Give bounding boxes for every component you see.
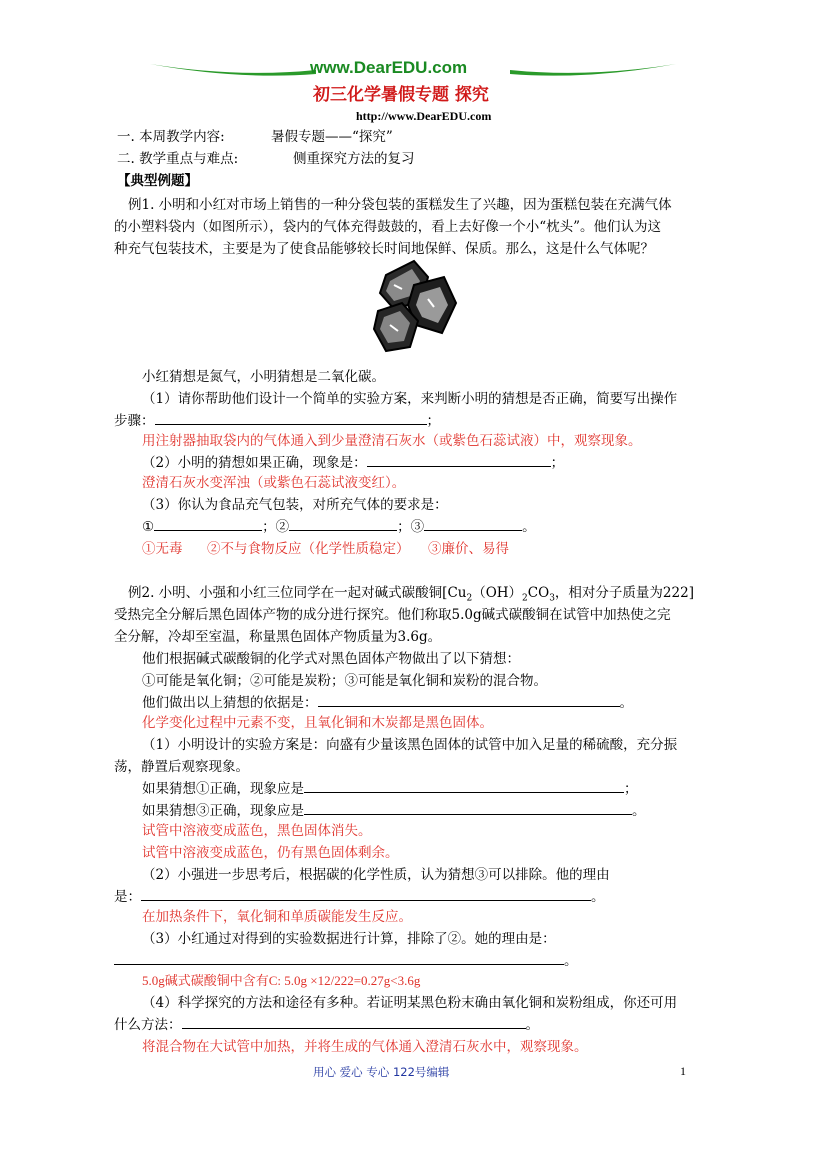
ex1-q2-answer-blank[interactable]: [367, 452, 551, 467]
ex1-q1-suffix: ；: [426, 413, 440, 429]
ex2-q1-case-3-suffix: 。: [632, 803, 646, 819]
site-logo: www.DearEDU.com: [310, 58, 468, 77]
ex1-guess: 小红猜想是氮气，小明猜想是二氧化碳。: [142, 369, 385, 385]
ex1-q2: [142, 452, 564, 474]
ex2-q3: （3）小红通过对得到的实验数据进行计算，排除了②。她的理由是：: [142, 931, 556, 947]
ex1-answer-1: 用注射器抽取袋内的气体通入到少量澄清石灰水（或紫色石蕊试液）中，观察现象。: [142, 433, 642, 449]
ex1-q3-blank-1[interactable]: [154, 516, 262, 531]
ex2-q4-answer: 将混合物在大试管中加热，并将生成的气体通入澄清石灰水中，观察现象。: [142, 1039, 588, 1055]
ex2-q4-line-1: （4）科学探究的方法和途径有多种。若证明某黑色粉末确由氧化铜和炭粉组成，你还可用: [142, 995, 678, 1011]
ex2-q2-line-2: [114, 886, 605, 908]
ex2-q2-prefix: 是：: [114, 889, 141, 905]
ex1-answer-2: 澄清石灰水变浑浊（或紫色石蕊试液变红）。: [142, 475, 406, 491]
ex2-guess-list: ①可能是氧化铜；②可能是炭粉；③可能是氧化铜和炭粉的混合物。: [142, 673, 547, 689]
ex2-q2-answer: 在加热条件下，氧化铜和单质碳能发生反应。: [142, 909, 412, 925]
ex1-q3-blanks: [142, 516, 536, 538]
ex2-q1-case-1-prefix: 如果猜想①正确，现象应是: [142, 781, 304, 797]
ex2-paragraph-line-3: 全分解，冷却至室温，称量黑色固体产物质量为3.6g。: [114, 629, 442, 645]
ex1-q3-suffix: 。: [522, 519, 536, 535]
ex2-p1-part-c: CO: [527, 585, 550, 601]
ex2-q1-case-3-blank[interactable]: [304, 800, 632, 815]
footer-slogan: 用心 爱心 专心 122号编辑: [313, 1065, 450, 1079]
ex1-q3-blank-2[interactable]: [289, 516, 397, 531]
ex1-q3-blank-3[interactable]: [424, 516, 522, 531]
ex2-q1-answer-2: 试管中溶液变成蓝色，仍有黑色固体剩余。: [142, 845, 399, 861]
page-title: 初三化学暑假专题 探究: [313, 85, 489, 105]
ex2-p1-sub-2b: 2: [522, 593, 528, 604]
ex1-q3: （3）你认为食品充气包装，对所充气体的要求是：: [142, 497, 448, 513]
ex1-answer-3-part-1: ①无毒: [142, 541, 183, 557]
ex2-q4-prefix: 什么方法：: [114, 1017, 182, 1033]
ex1-paragraph-line-1: 例1. 小明和小红对市场上销售的一种分袋包装的蛋糕发生了兴趣，因为蛋糕包装在充满气体: [128, 197, 672, 213]
ex2-q4-suffix: 。: [525, 1017, 539, 1033]
ex2-basis-answer: 化学变化过程中元素不变，且氧化铜和木炭都是黑色固体。: [142, 715, 493, 731]
ex2-paragraph-line-2: 受热完全分解后黑色固体产物的成分进行探究。他们称取5.0g碱式碳酸铜在试管中加热使之完: [114, 607, 671, 623]
ex1-q1-answer-blank[interactable]: [155, 410, 427, 425]
ex1-q2-prefix: （2）小明的猜想如果正确，现象是：: [142, 455, 367, 471]
ex1-q1-line-1: （1）请你帮助他们设计一个简单的实验方案，来判断小明的猜想是否正确，简要写出操作: [142, 391, 678, 407]
ex1-answer-3-part-2: ②不与食物反应（化学性质稳定）: [207, 541, 410, 557]
outline-line-1-label: 一. 本周教学内容:: [117, 129, 225, 145]
ex2-basis-prefix: 他们做出以上猜想的依据是：: [142, 695, 318, 711]
outline-line-1-value: 暑假专题——“探究”: [271, 129, 393, 145]
ex2-q1-case-1-blank[interactable]: [304, 778, 624, 793]
ex2-guess-intro: 他们根据碱式碳酸铜的化学式对黑色固体产物做出了以下猜想：: [142, 651, 520, 667]
ex2-q3-answer: 5.0g碱式碳酸铜中含有C: 5.0g ×12/222=0.27g<3.6g: [142, 973, 421, 988]
page-number: 1: [680, 1064, 686, 1078]
ex1-q3-marker-3: ；③: [397, 519, 425, 535]
ex2-q4-line-2: [114, 1014, 539, 1036]
ex2-q1-answer-1: 试管中溶液变成蓝色，黑色固体消失。: [142, 823, 372, 839]
ex2-q1-case-3: [142, 800, 646, 822]
ex2-q4-answer-blank[interactable]: [182, 1014, 526, 1029]
ex2-p1-sub-2: 2: [466, 593, 473, 604]
ex2-q1-case-1: [142, 778, 638, 800]
ex1-q3-marker-2: ；②: [262, 519, 290, 535]
ex2-q2-answer-blank[interactable]: [141, 886, 591, 901]
ex1-paragraph-line-3: 种充气包装技术，主要是为了使食品能够较长时间地保鲜、保质。那么，这是什么气体呢？: [114, 241, 654, 257]
ex2-p1-part-b: （OH）: [472, 585, 523, 601]
ex2-q1-line-1: （1）小明设计的实验方案是：向盛有少量该黑色固体的试管中加入足量的稀硫酸，充分振: [142, 737, 678, 753]
section-heading: 【典型例题】: [117, 173, 198, 189]
ex2-p1-sub-3: 3: [549, 593, 555, 604]
ex2-q2-suffix: 。: [591, 889, 605, 905]
ex1-answer-3-part-3: ③廉价、易得: [428, 541, 509, 557]
cake-bags-image: [372, 255, 462, 355]
ex1-q2-suffix: ；: [550, 455, 565, 471]
ex1-paragraph-line-2: 的小塑料袋内（如图所示），袋内的气体充得鼓鼓的，看上去好像一个小“枕头”。他们认为这: [114, 219, 662, 235]
ex2-p1-part-d: ，相对分子质量为222]: [554, 585, 694, 601]
outline-line-2-value: 侧重探究方法的复习: [293, 151, 415, 167]
ex2-basis-suffix: 。: [619, 695, 633, 711]
ex2-p1-part-a: 例2. 小明、小强和小红三位同学在一起对碱式碳酸铜[Cu: [128, 585, 467, 601]
ex2-q3-blank-line: [114, 950, 578, 972]
ex2-q2-line-1: （2）小强进一步思考后，根据碳的化学性质，认为猜想③可以排除。他的理由: [142, 867, 610, 883]
ex2-q1-case-3-prefix: 如果猜想③正确，现象应是: [142, 803, 304, 819]
ex2-q1-case-1-suffix: ；: [624, 781, 638, 797]
ex2-q3-suffix: 。: [564, 953, 578, 969]
site-url: http://www.DearEDU.com: [356, 109, 492, 123]
ex1-q1-prefix: 步骤：: [114, 413, 155, 429]
ex1-q3-marker-1: ①: [142, 519, 155, 535]
ex2-q1-line-2: 荡，静置后观察现象。: [114, 759, 249, 775]
ex2-basis-question: [142, 692, 633, 714]
ex2-q3-answer-blank[interactable]: [114, 950, 564, 965]
ex2-basis-answer-blank[interactable]: [318, 692, 620, 707]
outline-line-2-label: 二. 教学重点与难点:: [117, 151, 239, 167]
ex1-q1-line-2: [114, 410, 440, 432]
